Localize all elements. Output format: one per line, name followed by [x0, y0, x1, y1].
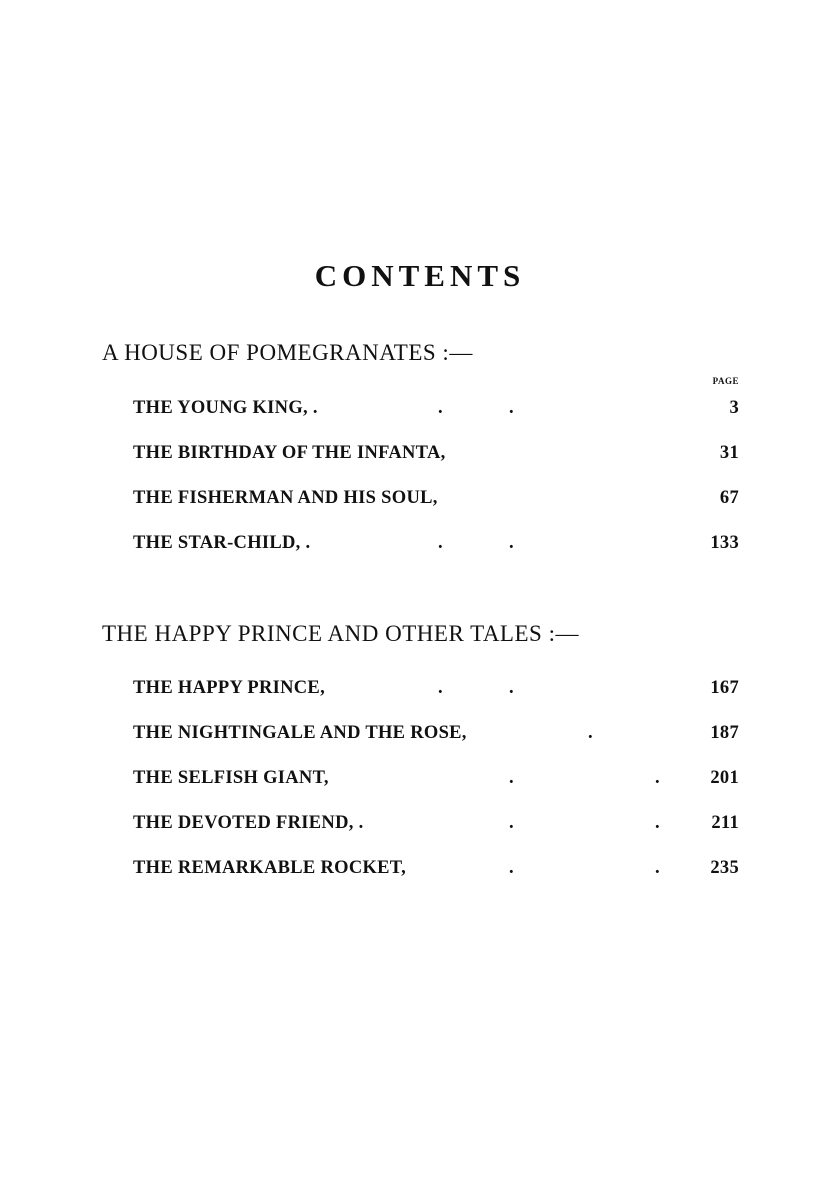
page-title: CONTENTS — [314, 258, 526, 293]
toc-entry-devoted-friend[interactable] — [133, 813, 739, 839]
leader-dot: . — [509, 533, 514, 553]
leader-dot: . — [438, 398, 443, 418]
page-column-label: PAGE — [712, 376, 739, 386]
toc-entry-title: THE FISHERMAN AND HIS SOUL, — [133, 488, 438, 508]
toc-entry-title: THE STAR-CHILD, . — [133, 533, 311, 553]
leader-dot: . — [438, 533, 443, 553]
toc-page-number: 201 — [710, 768, 739, 788]
toc-page-number: 31 — [719, 443, 739, 463]
toc-page-number: 187 — [710, 723, 739, 743]
toc-entry-title: THE REMARKABLE ROCKET, — [133, 858, 406, 878]
leader-dot: . — [509, 678, 514, 698]
toc-entry-remarkable-rocket[interactable] — [133, 858, 739, 884]
toc-entry-fisherman-and-his-soul[interactable] — [133, 488, 739, 514]
toc-entry-title: THE BIRTHDAY OF THE INFANTA, — [133, 443, 446, 463]
leader-dot: . — [509, 398, 514, 418]
leader-dot: . — [655, 768, 660, 788]
toc-entry-young-king[interactable] — [133, 398, 739, 424]
toc-entry-title: THE SELFISH GIANT, — [133, 768, 329, 788]
toc-entry-star-child[interactable] — [133, 533, 739, 559]
toc-entry-title: THE DEVOTED FRIEND, . — [133, 813, 364, 833]
leader-dot: . — [655, 813, 660, 833]
toc-entry-nightingale-and-the-rose[interactable] — [133, 723, 739, 749]
leader-dot: . — [655, 858, 660, 878]
toc-entry-title: THE HAPPY PRINCE, — [133, 678, 325, 698]
leader-dot: . — [509, 813, 514, 833]
toc-page-number: 167 — [710, 678, 739, 698]
toc-page-number: 3 — [729, 398, 739, 418]
toc-entry-birthday-of-the-infanta[interactable] — [133, 443, 739, 469]
section-heading-happy-prince-and-other-tales: THE HAPPY PRINCE AND OTHER TALES :— — [102, 621, 579, 646]
toc-entry-title: THE NIGHTINGALE AND THE ROSE, — [133, 723, 467, 743]
leader-dot: . — [509, 858, 514, 878]
toc-entry-happy-prince[interactable] — [133, 678, 739, 704]
leader-dot: . — [438, 678, 443, 698]
toc-entry-title: THE YOUNG KING, . — [133, 398, 318, 418]
toc-page-number: 133 — [710, 533, 739, 553]
section-heading-house-of-pomegranates: A HOUSE OF POMEGRANATES :— — [102, 340, 473, 365]
toc-page-number: 211 — [711, 813, 739, 833]
toc-page-number: 235 — [710, 858, 739, 878]
leader-dot: . — [509, 768, 514, 788]
toc-entry-selfish-giant[interactable] — [133, 768, 739, 794]
leader-dot: . — [588, 723, 593, 743]
toc-page-number: 67 — [719, 488, 739, 508]
